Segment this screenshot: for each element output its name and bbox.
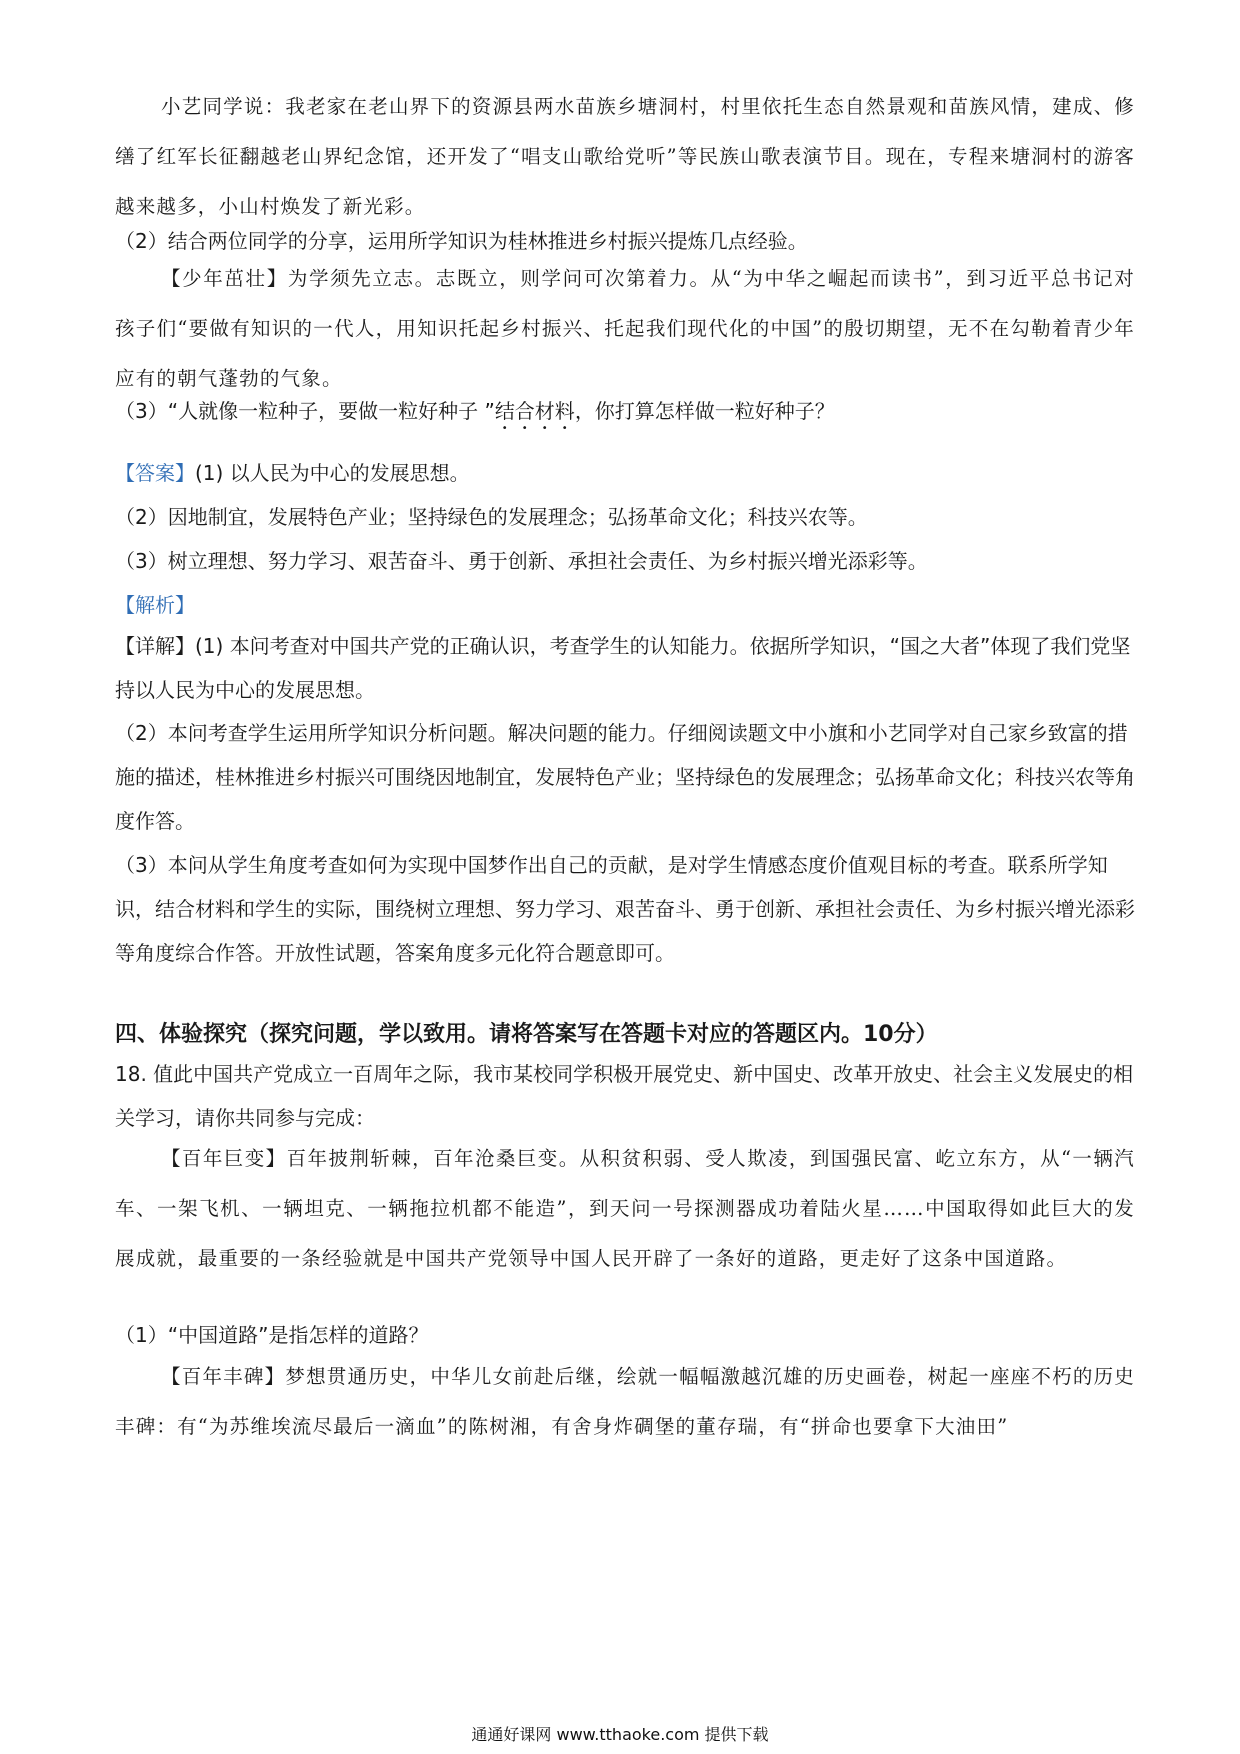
- answer-1: 【答案】(1) 以人民为中心的发展思想。: [115, 461, 470, 485]
- detail-2: （2）本问考查学生运用所学知识分析问题。解决问题的能力。仔细阅读题文中小旗和小艺同学对自己家乡致富的措施的描述，桂林推进乡村振兴可围绕因地制宜，发展特色产业；坚持绿色的发展理念；弘扬革命文化；科技兴农等角度作答。: [115, 721, 1135, 833]
- material-youth: 【少年茁壮】为学须先立志。志既立，则学问可次第着力。从“为中华之崛起而读书”，到习近平总书记对孩子们“要做有知识的一代人，用知识托起乡村振兴、托起我们现代化的中国”的殷切期望，无不在勾勒着青少年应有的朝气蓬勃的气象。: [115, 267, 1135, 390]
- detail-3: （3）本问从学生角度考查如何为实现中国梦作出自己的贡献，是对学生情感态度价值观目标的考查。联系所学知识，结合材料和学生的实际，围绕树立理想、努力学习、艰苦奋斗、勇于创新、承担社会责任、为乡村振兴增光添彩等角度综合作答。开放性试题，答案角度多元化符合题意即可。: [115, 853, 1135, 965]
- answer-3: （3）树立理想、努力学习、艰苦奋斗、勇于创新、承担社会责任、为乡村振兴增光添彩等。: [115, 549, 928, 573]
- question-3-emphasis: 结合材料: [494, 399, 575, 423]
- question-18-1: （1）“中国道路”是指怎样的道路？: [115, 1323, 429, 1347]
- material-monument: 【百年丰碑】梦想贯通历史，中华儿女前赴后继，绘就一幅幅激越沉雄的历史画卷，树起一座座不朽的历史丰碑：有“为苏维埃流尽最后一滴血”的陈树湘，有舍身炸碉堡的董存瑞，有“拼命也要拿下大油田”: [115, 1365, 1135, 1438]
- question-3-text: （3）“人就像一粒种子，要做一粒好种子 ”: [115, 399, 495, 423]
- answer-tag: 【答案】: [115, 461, 195, 485]
- detail-1: 【详解】(1) 本问考查对中国共产党的正确认识，考查学生的认知能力。依据所学知识，“国之大者”体现了我们党坚持以人民为中心的发展思想。: [115, 634, 1131, 702]
- section-4-heading: 四、体验探究（探究问题，学以致用。请将答案写在答题卡对应的答题区内。10分）: [115, 1022, 938, 1047]
- detail-tag: 【详解】: [115, 634, 195, 658]
- question-18: 18. 值此中国共产党成立一百周年之际，我市某校同学积极开展党史、新中国史、改革开放史、社会主义发展史的相关学习，请你共同参与完成：: [115, 1062, 1134, 1130]
- question-3: [115, 386, 1135, 436]
- analysis-tag: 【解析】: [115, 593, 195, 617]
- question-2: （2）结合两位同学的分享，运用所学知识为桂林推进乡村振兴提炼几点经验。: [115, 229, 808, 253]
- footer-text: 通通好课网 www.tthaoke.com 提供下载: [471, 1725, 769, 1744]
- material-xiaoyi: 小艺同学说：我老家在老山界下的资源县两水苗族乡塘洞村，村里依托生态自然景观和苗族风情，建成、修缮了红军长征翻越老山界纪念馆，还开发了“唱支山歌给党听”等民族山歌表演节目。现在，专程来塘洞村的游客越来越多，小山村焕发了新光彩。: [115, 95, 1135, 218]
- material-century: 【百年巨变】百年披荆斩棘，百年沧桑巨变。从积贫积弱、受人欺凌，到国强民富、屹立东方，从“一辆汽车、一架飞机、一辆坦克、一辆拖拉机都不能造”，到天问一号探测器成功着陆火星……中国取得如此巨大的发展成就，最重要的一条经验就是中国共产党领导中国人民开辟了一条好的道路，更走好了这条中国道路。: [115, 1147, 1135, 1270]
- question-3-tail: ，你打算怎样做一粒好种子？: [574, 399, 835, 423]
- answer-2: （2）因地制宜，发展特色产业；坚持绿色的发展理念；弘扬革命文化；科技兴农等。: [115, 505, 868, 529]
